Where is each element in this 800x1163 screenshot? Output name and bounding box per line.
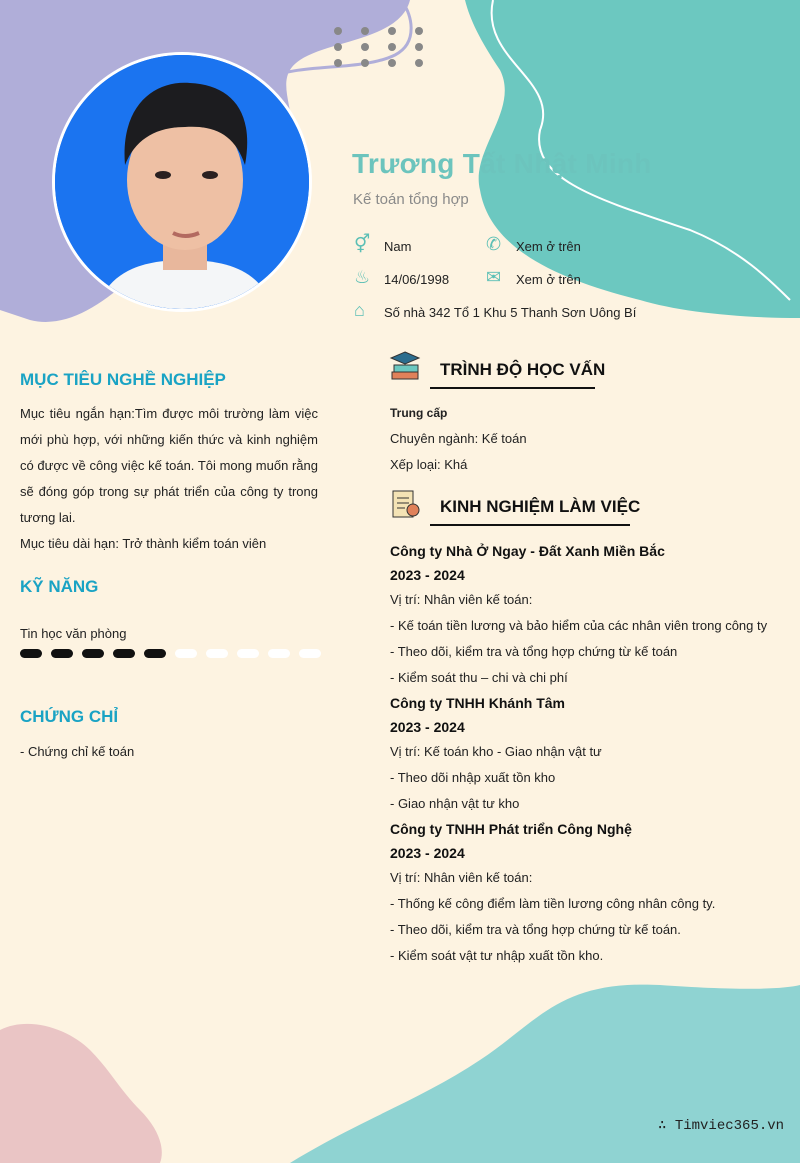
education-grade: Xếp loại: Khá bbox=[390, 457, 468, 472]
objective-heading: MỤC TIÊU NGHỀ NGHIỆP bbox=[20, 370, 226, 389]
job-period: 2023 - 2024 bbox=[390, 567, 465, 583]
skill-level-dash bbox=[206, 649, 228, 658]
education-major: Chuyên ngành: Kế toán bbox=[390, 431, 527, 446]
job-line: Vị trí: Nhân viên kế toán: bbox=[390, 592, 533, 607]
email-value: Xem ở trên bbox=[516, 272, 581, 287]
job-line: Vị trí: Nhân viên kế toán: bbox=[390, 870, 533, 885]
skill-level-dash bbox=[144, 649, 166, 658]
skill-level-dash bbox=[20, 649, 42, 658]
certificate-item: - Chứng chỉ kế toán bbox=[20, 744, 135, 759]
experience-heading: KINH NGHIỆM LÀM VIỆC bbox=[440, 497, 641, 516]
experience-heading-underline bbox=[430, 524, 630, 526]
job-line: - Kế toán tiền lương và bảo hiểm của các nhân viên trong công ty bbox=[390, 618, 768, 633]
gender-value: Nam bbox=[384, 239, 412, 254]
skill-level-dash bbox=[113, 649, 135, 658]
skill-name: Tin học văn phòng bbox=[20, 626, 127, 641]
job-line: - Giao nhận vật tư kho bbox=[390, 796, 520, 811]
certificates-heading: CHỨNG CHỈ bbox=[20, 707, 119, 726]
skill-level-dash bbox=[237, 649, 259, 658]
education-heading: TRÌNH ĐỘ HỌC VẤN bbox=[440, 360, 606, 379]
job-period: 2023 - 2024 bbox=[390, 719, 465, 735]
job-line: - Thống kế công điểm làm tiền lương công nhân công ty. bbox=[390, 896, 716, 911]
profile-photo bbox=[52, 52, 312, 312]
candidate-name: Trương Tất Nhật Minh bbox=[352, 148, 652, 179]
skills-heading: KỸ NĂNG bbox=[20, 577, 99, 596]
experience-document-icon bbox=[389, 488, 421, 520]
job-line: - Theo dõi, kiểm tra và tổng hợp chứng từ kế toán. bbox=[390, 922, 681, 937]
job-line: - Kiểm soát vật tư nhập xuất tồn kho. bbox=[390, 948, 604, 963]
skill-level-dash bbox=[299, 649, 321, 658]
skill-level-dash bbox=[51, 649, 73, 658]
job-line: - Theo dõi nhập xuất tồn kho bbox=[390, 770, 556, 785]
job-company: Công ty TNHH Khánh Tâm bbox=[390, 695, 565, 711]
objective-text: Mục tiêu ngắn hạn:Tìm được môi trường làm việc mới phù hợp, với những kiến thức và kinh nghiệm có được về công việc kế toán. Tôi mong muốn rằng sẽ đóng góp trong sự phát triển của công ty trong tương lai. bbox=[20, 406, 318, 525]
skill-level-dash bbox=[268, 649, 290, 658]
watermark: ∴ Timviec365.vn bbox=[658, 1118, 785, 1134]
phone-value: Xem ở trên bbox=[516, 239, 581, 254]
job-period: 2023 - 2024 bbox=[390, 845, 465, 861]
education-heading-underline bbox=[430, 387, 595, 389]
job-line: - Theo dõi, kiểm tra và tổng hợp chứng từ kế toán bbox=[390, 644, 678, 659]
address-value: Số nhà 342 Tổ 1 Khu 5 Thanh Sơn Uông Bí bbox=[384, 305, 637, 320]
birthday-cake-icon: ♨ bbox=[354, 267, 371, 287]
birthday-value: 14/06/1998 bbox=[384, 272, 450, 287]
objective-long-term: Mục tiêu dài hạn: Trở thành kiểm toán viên bbox=[20, 536, 267, 551]
home-icon: ⌂ bbox=[354, 300, 365, 320]
graduation-books-icon bbox=[389, 350, 421, 382]
job-line: - Kiểm soát thu – chi và chi phí bbox=[390, 670, 568, 685]
email-icon: ✉ bbox=[486, 267, 502, 287]
phone-icon: ✆ bbox=[486, 234, 502, 254]
job-company: Công ty Nhà Ở Ngay - Đất Xanh Miền Bắc bbox=[390, 543, 665, 559]
skill-level-dash bbox=[82, 649, 104, 658]
gender-icon: ⚥ bbox=[354, 234, 371, 254]
skill-level-dash bbox=[175, 649, 197, 658]
job-line: Vị trí: Kế toán kho - Giao nhận vật tư bbox=[390, 744, 602, 759]
job-company: Công ty TNHH Phát triển Công Nghệ bbox=[390, 821, 632, 837]
job-title: Kế toán tổng hợp bbox=[353, 191, 469, 208]
education-level: Trung cấp bbox=[390, 406, 448, 420]
